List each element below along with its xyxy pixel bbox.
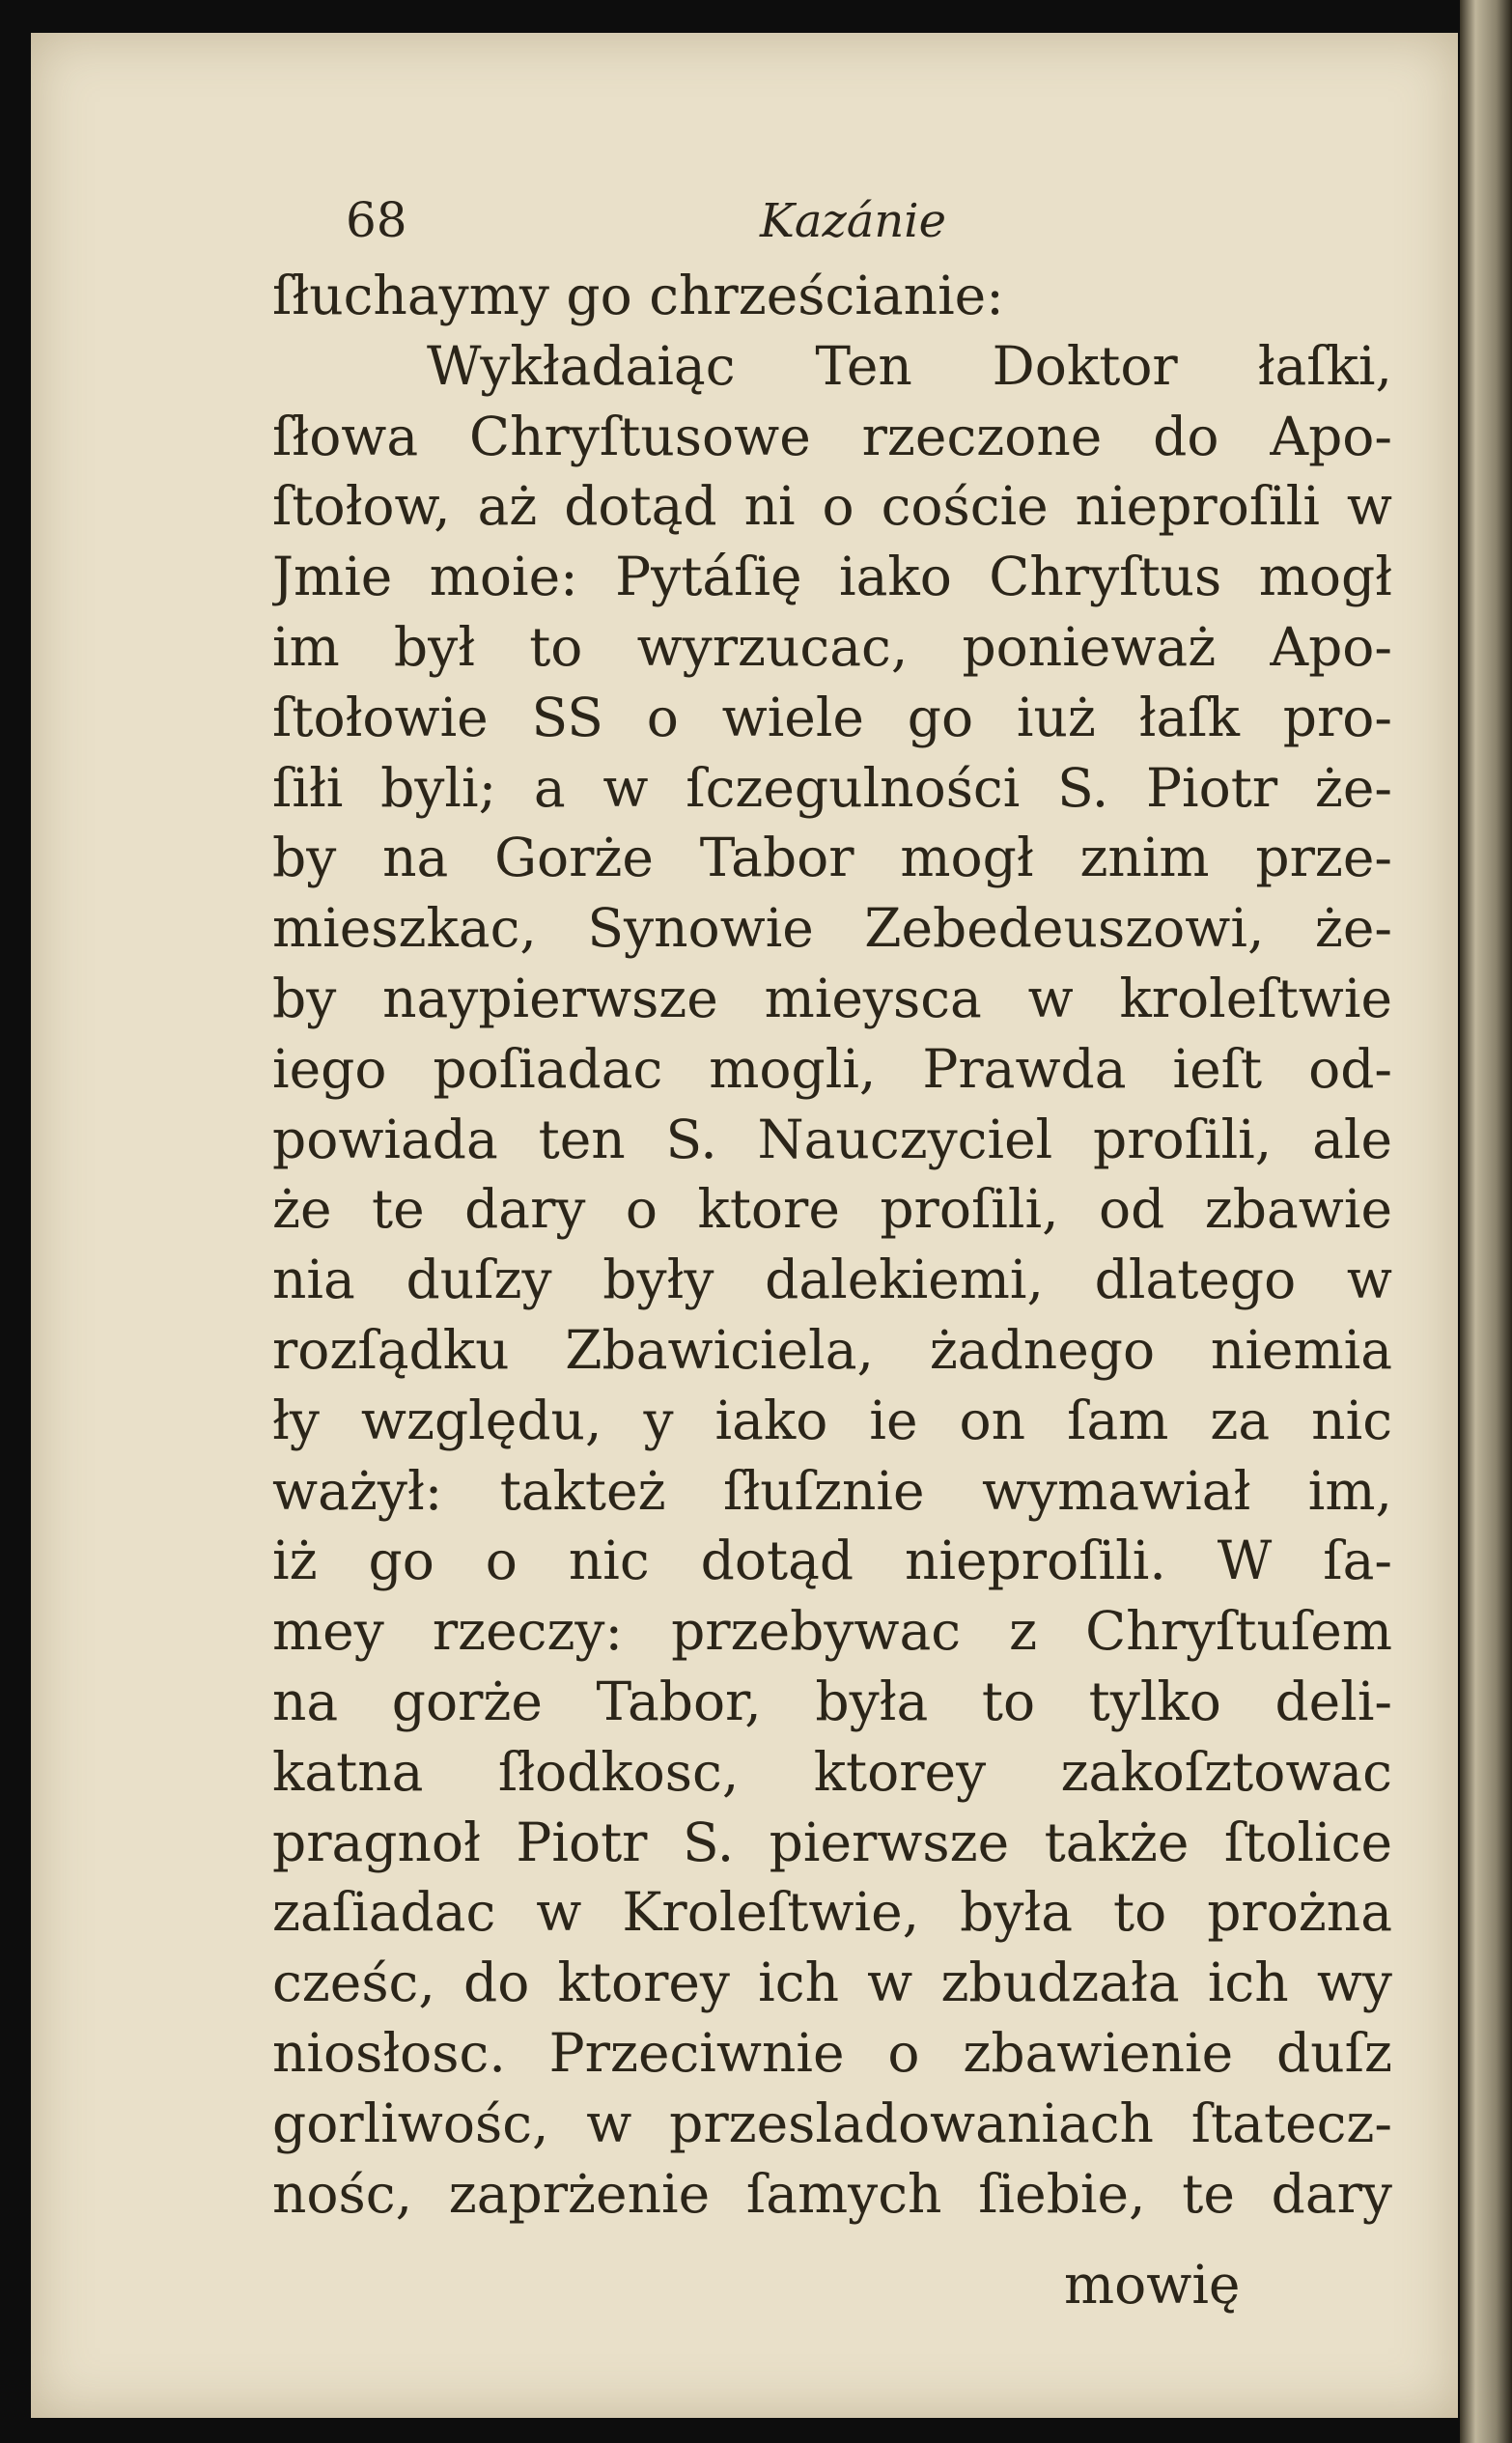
body-text (272, 261, 1392, 2229)
text-line: nośc, zaprżenie ſamych ſiebie, te dary (272, 2162, 1392, 2225)
text-line: ſłuchaymy go chrześcianie: (272, 265, 1004, 326)
text-line: nia duſzy były dalekiemi, dlatego w (272, 1249, 1392, 1311)
text-line: Jmie moie: Pytáſię iako Chryſtus mogł (272, 546, 1392, 608)
text-line: mey rzeczy: przebywac z Chryſtuſem (272, 1600, 1392, 1663)
text-line: iż go o nic dotąd nieproſili. W ſa- (272, 1530, 1392, 1592)
text-line: cześc, do ktorey ich w zbudzała ich wy (272, 1952, 1392, 2014)
running-head: Kazánie (760, 194, 947, 248)
text-line: ſłowa Chryſtusowe rzeczone do Apo- (272, 405, 1392, 467)
text-line: na gorże Tabor, była to tylko deli- (272, 1670, 1392, 1732)
page-number: 68 (346, 192, 407, 248)
text-line: zaſiadac w Kroleſtwie, była to prożna (272, 1881, 1392, 1944)
text-line: niosłosc. Przeciwnie o zbawienie duſz (272, 2021, 1392, 2084)
text-line: katna ſłodkosc, ktorey zakoſztowac (272, 1740, 1392, 1803)
catchword: mowię (1064, 2254, 1241, 2316)
text-line: ważył: takteż ſłuſznie wymawiał im, (272, 1459, 1392, 1522)
text-line: ſtołow, aż dotąd ni o coście nieproſili w (272, 475, 1392, 538)
text-line: ſtołowie SS o wiele go iuż łaſk pro- (272, 686, 1392, 748)
text-line: że te dary o ktore proſili, od zbawie (272, 1178, 1392, 1241)
text-line: ſiłi byli; a w ſczegulności S. Piotr że- (272, 756, 1392, 819)
text-line: gorliwośc, w przesladowaniach ſtatecz- (272, 2092, 1392, 2154)
text-line: powiada ten S. Nauczyciel proſili, ale (272, 1108, 1392, 1170)
text-line: rozſądku Zbawiciela, żadnego niemia (272, 1318, 1392, 1381)
text-line: Wykładaiąc Ten Doktor łaſki, (427, 334, 1392, 397)
text-line: mieszkac, Synowie Zebedeuszowi, że- (272, 897, 1392, 960)
page-header (31, 192, 1458, 260)
page-edge (1460, 0, 1512, 2443)
text-line: by na Gorże Tabor mogł znim prze- (272, 827, 1392, 889)
book-page (31, 33, 1458, 2418)
text-line: im był to wyrzucac, ponieważ Apo- (272, 615, 1392, 678)
text-line: by naypierwsze mieysca w kroleſtwie (272, 967, 1392, 1029)
text-line: ły względu, y iako ie on ſam za nic (272, 1389, 1392, 1451)
text-line: iego poſiadac mogli, Prawda ieſt od- (272, 1037, 1392, 1100)
text-line: pragnoł Piotr S. pierwsze także ſtolice (272, 1811, 1392, 1873)
